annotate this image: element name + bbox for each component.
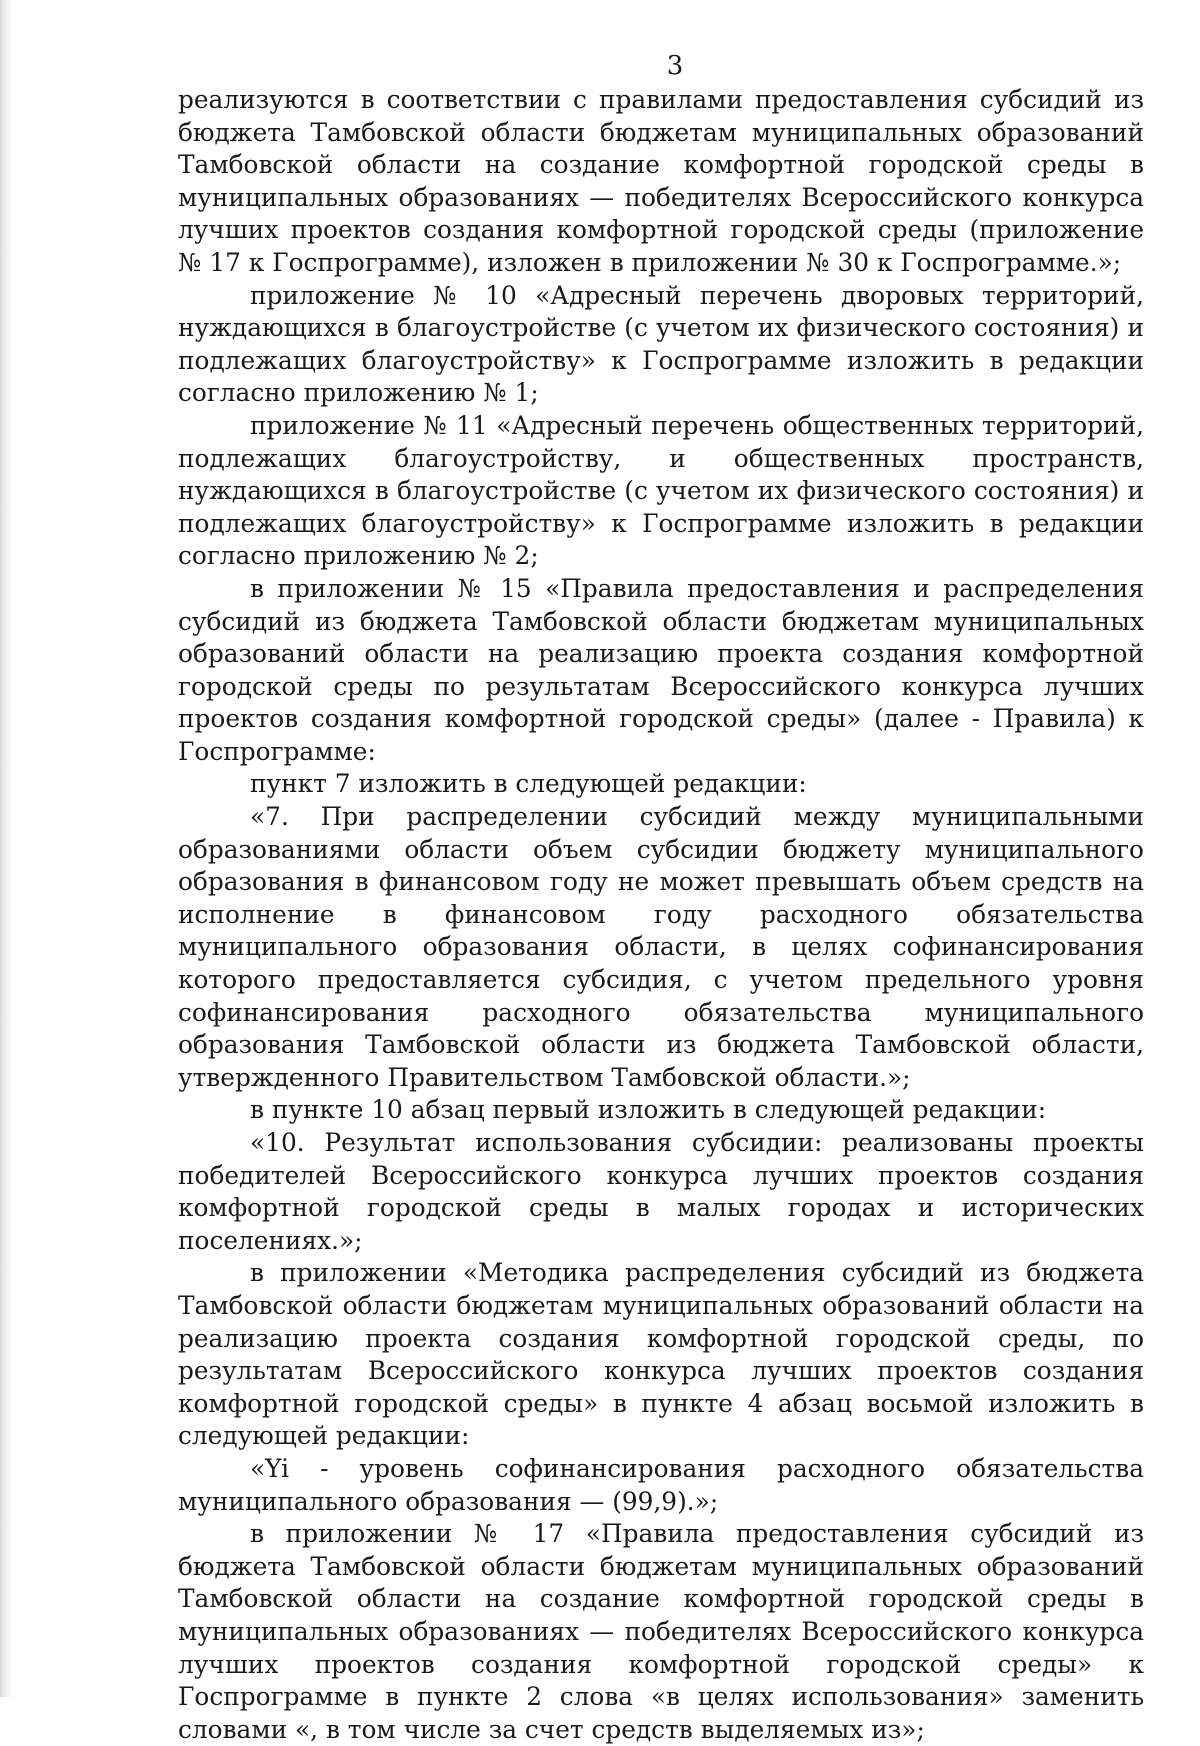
paragraph-item-10-text: «10. Результат использования субсидии: реализованы проекты победителей Всероссийского конкурса лучших проектов создания комфортной городской среды в малых городах и исторических поселениях.»; [178, 1128, 1144, 1255]
paragraph-item-7-text: «7. При распределении субсидий между муниципальными образованиями области объем субсидии бюджету муниципального образования в финансовом году не может превышать объем средств на исполнение в финансовом году расходного обязательства муниципального образования области, в целях софинансирования которого предоставляется субсидия, с учетом предельного уровня софинансирования расходного обязательства муниципального образования Тамбовской области из бюджета Тамбовской области, утвержденного Правительством Тамбовской области.»; [178, 802, 1144, 1092]
paragraph-continuation: реализуются в соответствии с правилами предоставления субсидий из бюджета Тамбовской области бюджетам муниципальных образований Тамбовской области на создание комфортной городской среды в муниципальных образованиях — победителях Всероссийского конкурса лучших проектов создания комфортной городской среды (приложение № 17 к Госпрограмме), изложен в приложении № 30 к Госпрограмме.»; [178, 85, 1144, 277]
scan-edge-shadow [0, 0, 14, 1697]
paragraph-appendix-11: приложение № 11 «Адресный перечень общественных территорий, подлежащих благоустройству, и общественных пространств, нуждающихся в благоустройстве (с учетом их физического состояния) и подлежащих благоустройству» к Госпрограмме изложить в редакции согласно приложению № 2; [178, 410, 1144, 571]
paragraph-yi-definition: «Yi - уровень софинансирования расходного обязательства муниципального образования — (99,9).»; [178, 1453, 1144, 1516]
paragraph-methodology: в приложении «Методика распределения субсидий из бюджета Тамбовской области бюджетам муниципальных образований области на реализацию проекта создания комфортной городской среды, по результатам Всероссийского конкурса лучших проектов создания комфортной городской среды» в пункте 4 абзац восьмой изложить в следующей редакции: [178, 1258, 1144, 1451]
document-body [178, 84, 1144, 1746]
paragraph-item-10-intro: в пункте 10 абзац первый изложить в следующей редакции: [250, 1095, 1047, 1125]
paragraph-appendix-15: в приложении № 15 «Правила предоставления и распределения субсидий из бюджета Тамбовской области бюджетам муниципальных образований области на реализацию проекта создания комфортной городской среды по результатам Всероссийского конкурса лучших проектов создания комфортной городской среды» (далее - Правила) к Госпрограмме: [178, 573, 1144, 766]
paragraph-appendix-17: в приложении № 17 «Правила предоставления субсидий из бюджета Тамбовской области бюджетам муниципальных образований Тамбовской области на создание комфортной городской среды в муниципальных образованиях — победителях Всероссийского конкурса лучших проектов создания комфортной городской среды» к Госпрограмме в пункте 2 слова «в целях использования» заменить словами «, в том числе за счет средств выделяемых из»; [178, 1519, 1144, 1744]
paragraph-item-7-intro: пункт 7 изложить в следующей редакции: [250, 769, 807, 799]
paragraph-appendix-10: приложение № 10 «Адресный перечень дворовых территорий, нуждающихся в благоустройстве (с учетом их физического состояния) и подлежащих благоустройству» к Госпрограмме изложить в редакции согласно приложению № 1; [178, 280, 1144, 408]
page-number: 3 [666, 51, 684, 81]
